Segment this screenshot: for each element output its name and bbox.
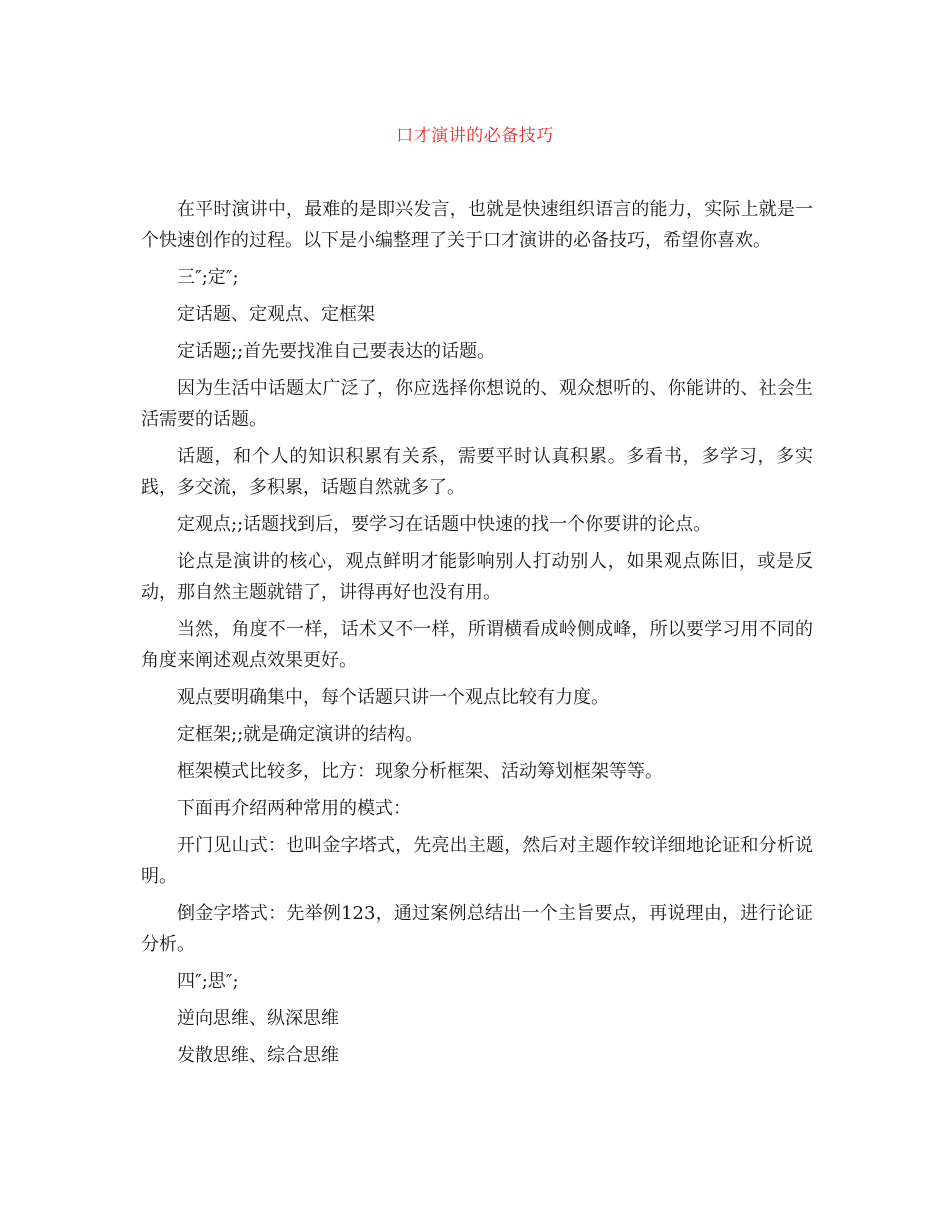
paragraph: 定话题;;首先要找准自己要表达的话题。 xyxy=(177,341,496,362)
paragraph: 因为生活中话题太广泛了，你应选择你想说的、观众想听的、你能讲的、社会生活需要的话题。 xyxy=(141,378,813,430)
section-heading-four-si: 四″;思″; xyxy=(177,971,239,992)
paragraph: 论点是演讲的核心，观点鲜明才能影响别人打动别人，如果观点陈旧，或是反动，那自然主题就错了，讲得再好也没有用。 xyxy=(141,551,813,603)
paragraph: 逆向思维、纵深思维 xyxy=(177,1008,339,1029)
paragraph-intro: 在平时演讲中，最难的是即兴发言，也就是快速组织语言的能力，实际上就是一个快速创作的过程。以下是小编整理了关于口才演讲的必备技巧，希望你喜欢。 xyxy=(141,199,813,251)
paragraph: 倒金字塔式：先举例123，通过案例总结出一个主旨要点，再说理由，进行论证分析。 xyxy=(141,903,813,955)
paragraph: 框架模式比较多，比方：现象分析框架、活动筹划框架等等。 xyxy=(177,761,663,782)
section-heading-three-ding: 三″;定″; xyxy=(177,267,239,288)
paragraph: 发散思维、综合思维 xyxy=(177,1045,339,1066)
paragraph: 话题，和个人的知识积累有关系，需要平时认真积累。多看书，多学习，多实践，多交流，多积累，话题自然就多了。 xyxy=(141,446,813,498)
paragraph: 开门见山式：也叫金字塔式，先亮出主题，然后对主题作较详细地论证和分析说明。 xyxy=(141,835,813,887)
paragraph: 当然，角度不一样，话术又不一样，所谓横看成岭侧成峰，所以要学习用不同的角度来阐述观点效果更好。 xyxy=(141,619,813,671)
paragraph: 定框架;;就是确定演讲的结构。 xyxy=(177,724,424,745)
paragraph: 下面再介绍两种常用的模式： xyxy=(177,798,411,819)
document-body xyxy=(141,194,813,1077)
document-title: 口才演讲的必备技巧 xyxy=(396,126,554,146)
paragraph: 定观点;;话题找到后，要学习在话题中快速的找一个你要讲的论点。 xyxy=(177,514,712,535)
paragraph: 观点要明确集中，每个话题只讲一个观点比较有力度。 xyxy=(177,687,609,708)
paragraph: 定话题、定观点、定框架 xyxy=(177,304,375,325)
